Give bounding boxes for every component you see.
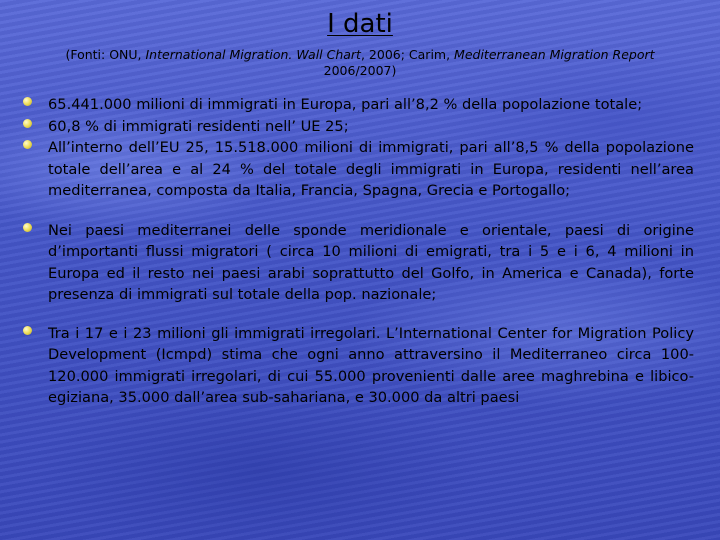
bullet-item xyxy=(0,116,720,138)
bullet-item xyxy=(0,220,720,306)
sources-suffix: 2006/2007) xyxy=(323,63,397,78)
sources-report: Mediterranean Migration Report xyxy=(454,47,655,62)
sources-note xyxy=(40,47,680,79)
bullet-text: Nei paesi mediterranei delle sponde meridionale e orientale, paesi di origine d’importanti flussi migratori ( circa 10 milioni di emigrati, tra i 5 e i 6, 4 milioni in Europa ed il resto nei paesi arabi soprattutto del Golfo, in America e Canada), forte presenza di immigrati sul totale della pop. nazionale; xyxy=(48,221,694,303)
sources-wallchart: International Migration. Wall Chart xyxy=(145,47,361,62)
bullet-dot-icon xyxy=(23,119,32,128)
bullet-item xyxy=(0,94,720,116)
bullet-text: 65.441.000 milioni di immigrati in Europa, pari all’8,2 % della popolazione totale; xyxy=(48,96,643,113)
bullet-dot-icon xyxy=(23,97,32,106)
bullet-text: Tra i 17 e i 23 milioni gli immigrati irregolari. L’International Center for Migration Policy Development (Icmpd) stima che ogni anno attraversino il Mediterraneo circa 100-120.000 immigrati irregolari, di cui 55.000 provenienti dalle aree maghrebina e libico-egiziana, 35.000 dall’area sub-sahariana, e 30.000 da altri paesi xyxy=(48,324,694,406)
bullet-list xyxy=(0,94,720,409)
spacer xyxy=(0,306,720,323)
spacer xyxy=(0,202,720,220)
bullet-item xyxy=(0,137,720,202)
bullet-text: All’interno dell’EU 25, 15.518.000 milioni di immigrati, pari all’8,5 % della popolazione totale dell’area e al 24 % del totale degli immigrati in Europa, residenti nell’area mediterranea, composta da Italia, Francia, Spagna, Grecia e Portogallo; xyxy=(48,139,694,199)
bullet-text: 60,8 % di immigrati residenti nell’ UE 25; xyxy=(48,117,349,135)
sources-prefix: (Fonti: ONU, xyxy=(65,47,146,62)
sources-mid: , 2006; Carim, xyxy=(360,47,455,62)
slide-title: I dati xyxy=(327,9,393,39)
bullet-item xyxy=(0,323,720,409)
bullet-dot-icon xyxy=(23,140,32,149)
bullet-dot-icon xyxy=(23,223,32,232)
bullet-dot-icon xyxy=(23,326,32,335)
